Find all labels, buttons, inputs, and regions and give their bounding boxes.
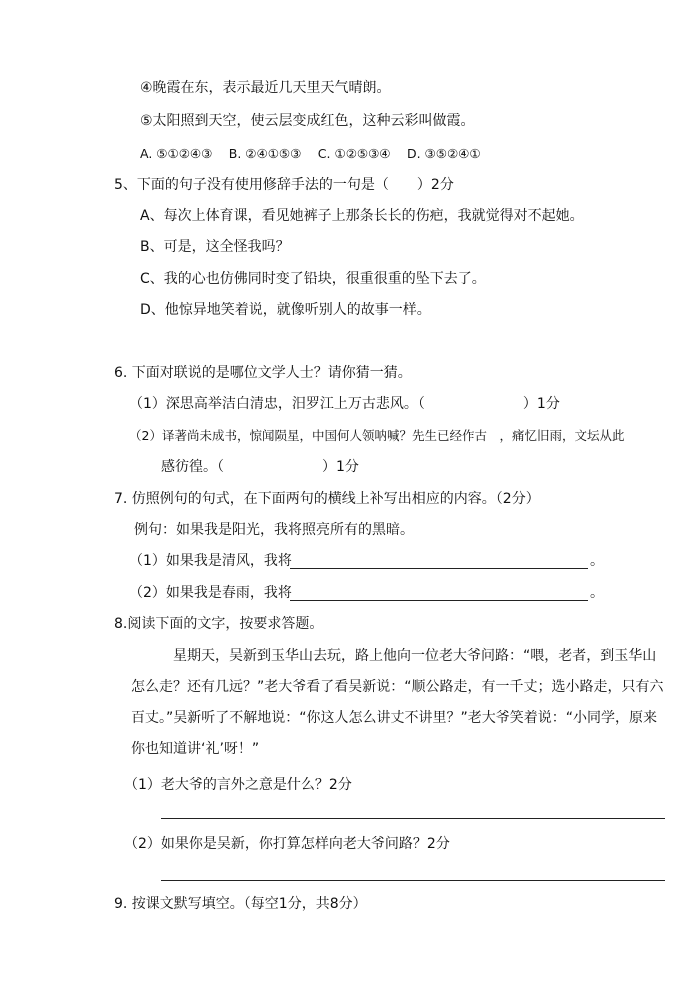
q8-sub-1: （1）老大爷的言外之意是什么？2分 xyxy=(124,777,352,793)
q5-option-d: D、他惊异地笑着说，就像听别人的故事一样。 xyxy=(140,302,431,318)
q7-stem: 7. 仿照例句的句式，在下面两句的横线上补写出相应的内容。（2分） xyxy=(114,491,540,507)
q6-sub-2-cont: 感彷徨。（ ）1分 xyxy=(161,459,359,475)
q7-sub-1: （1）如果我是清风，我将 xyxy=(129,553,292,569)
q4-item-4: ④晚霞在东，表示最近几天里天气晴朗。 xyxy=(140,80,391,96)
q7-answer-line-2[interactable] xyxy=(290,600,588,601)
q5-stem: 5、下面的句子没有使用修辞手法的一句是（ ）2分 xyxy=(114,177,454,193)
q5-option-b: B、可是，这全怪我吗？ xyxy=(140,239,290,255)
q8-passage: 星期天，吴新到玉华山去玩，路上他向一位老大爷问路：“喂，老者，到玉华山怎么走？还有几远？”老大爷看了看吴新说：“顺公路走，有一千丈；选小路走，只有六百丈。”吴新听了不解地说：“你这人怎么讲丈不讲里？”老大爷笑着说：“小同学，原来你也知道讲‘礼’呀！” xyxy=(131,648,664,757)
q8-answer-line-2[interactable] xyxy=(161,880,665,881)
q7-example: 例句：如果我是阳光，我将照亮所有的黑暗。 xyxy=(134,522,414,538)
q5-option-c: C、我的心也仿佛同时变了铅块，很重很重的坠下去了。 xyxy=(140,271,486,287)
q4-item-5: ⑤太阳照到天空，使云层变成红色，这种云彩叫做霞。 xyxy=(140,113,475,129)
q7-period-1: 。 xyxy=(590,553,604,569)
q9-stem: 9. 按课文默写填空。（每空1分，共8分） xyxy=(114,896,367,912)
q5-option-a: A、每次上体育课，看见她裤子上那条长长的伤疤，我就觉得对不起她。 xyxy=(140,208,584,224)
q7-period-2: 。 xyxy=(590,585,604,601)
q4-options: A. ⑤①②④③ B. ②④①⑤③ C. ①②⑤③④ D. ③⑤②④① xyxy=(140,146,481,161)
q6-sub-2: （2）译著尚未成书，惊闻陨星，中国何人领呐喊？先生已经作古 ，痛忆旧雨，文坛从此 xyxy=(129,428,625,443)
q7-answer-line-1[interactable] xyxy=(290,568,588,569)
q6-stem: 6. 下面对联说的是哪位文学人士？请你猜一猜。 xyxy=(114,365,412,381)
q8-sub-2: （2）如果你是吴新，你打算怎样向老大爷问路？2分 xyxy=(124,836,450,852)
q8-answer-line-1[interactable] xyxy=(161,818,665,819)
q6-sub-1: （1）深思高举洁白清忠，汨罗江上万古悲风。（ ）1分 xyxy=(129,396,560,412)
q8-stem: 8.阅读下面的文字，按要求答题。 xyxy=(114,616,324,632)
q7-sub-2: （2）如果我是春雨，我将 xyxy=(129,585,292,601)
